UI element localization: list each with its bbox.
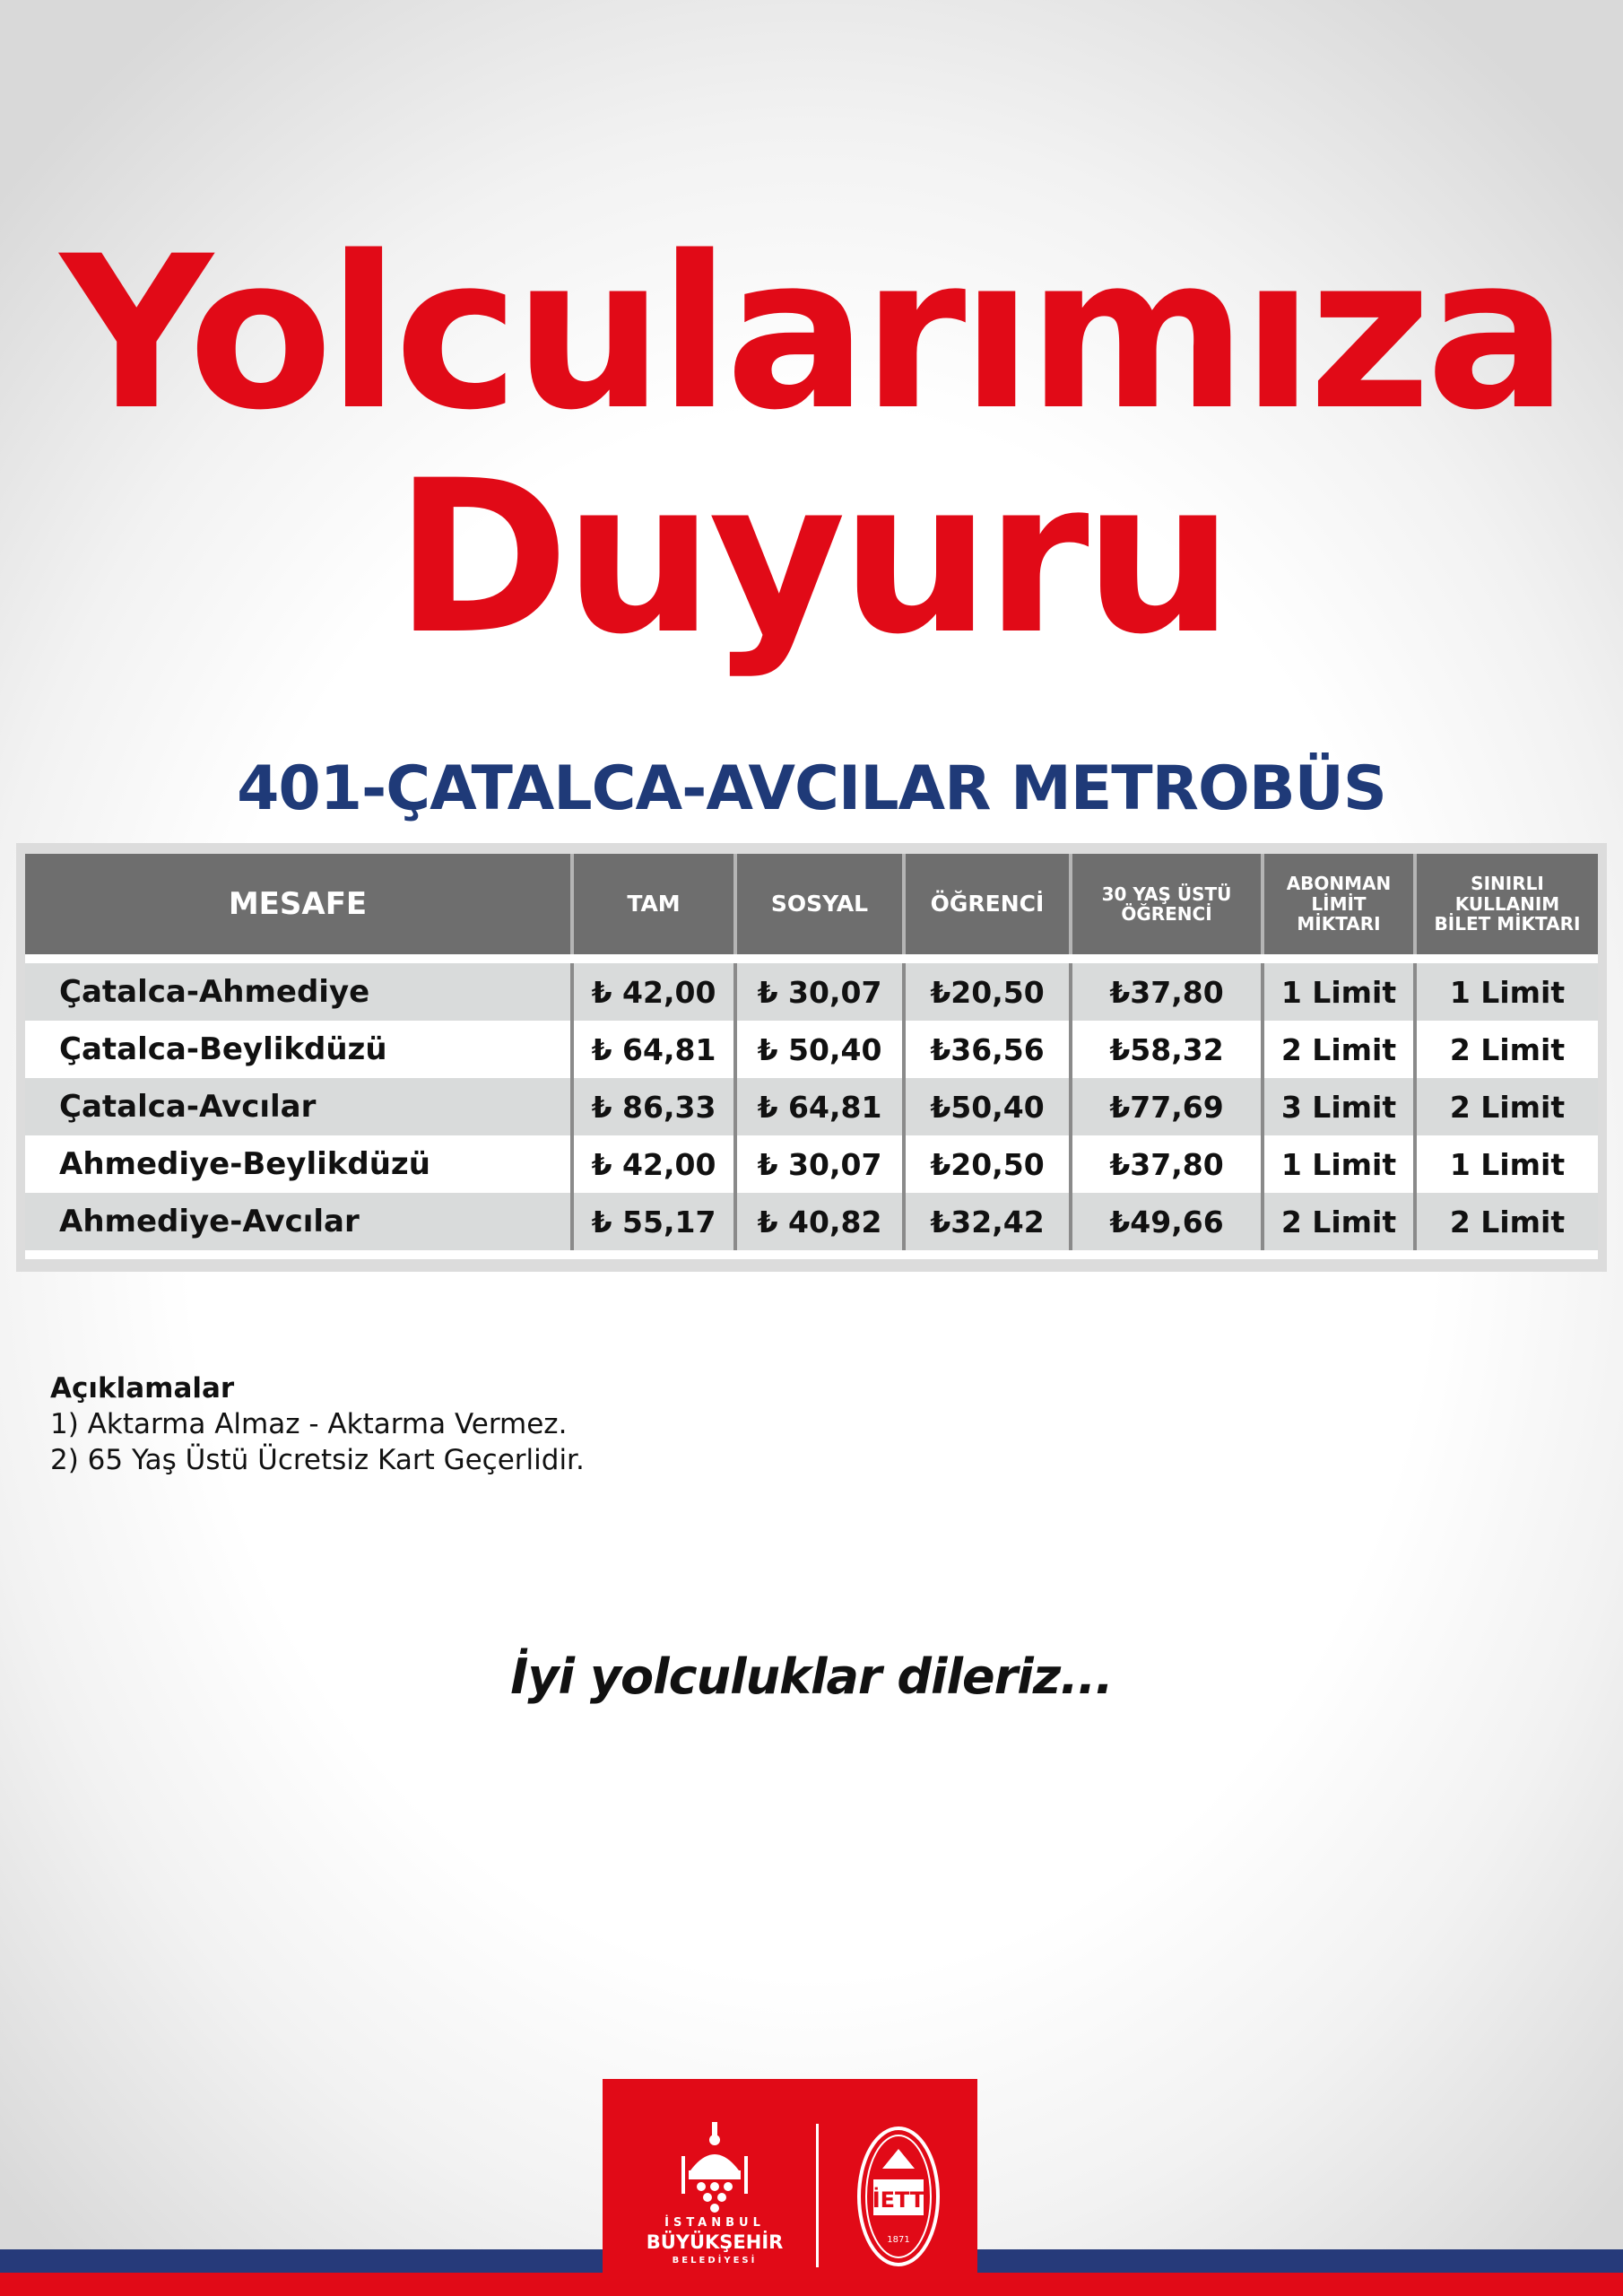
cell-tam: ₺ 42,00 [574, 1135, 737, 1193]
table-row [25, 963, 1598, 1021]
iett-logo [855, 2124, 942, 2269]
cell-abonman-limit: 1 Limit [1264, 963, 1417, 1021]
cell-mesafe: Ahmediye-Avcılar [25, 1193, 574, 1250]
cell-abonman-limit: 2 Limit [1264, 1193, 1417, 1250]
fare-table-frame [16, 843, 1607, 1272]
cell-abonman-limit: 2 Limit [1264, 1021, 1417, 1078]
header-abonman-limit: ABONMAN LİMİT MİKTARI [1264, 854, 1417, 954]
ibb-logo [629, 2120, 800, 2282]
logo-divider [816, 2124, 819, 2267]
table-bottom-margin [25, 1250, 1598, 1259]
cell-mesafe: Çatalca-Avcılar [25, 1078, 574, 1135]
cell-30-yas-ustu: ₺37,80 [1072, 963, 1264, 1021]
cell-mesafe: Ahmediye-Beylikdüzü [25, 1135, 574, 1193]
table-row [25, 1193, 1598, 1250]
iett-year: 1871 [887, 2235, 910, 2245]
cell-ogrenci: ₺36,56 [906, 1021, 1072, 1078]
header-30-yas-ustu-ogrenci: 30 YAŞ ÜSTÜ ÖĞRENCİ [1072, 854, 1264, 954]
header-tam: TAM [574, 854, 737, 954]
cell-sosyal: ₺ 30,07 [737, 963, 906, 1021]
cell-abonman-limit: 1 Limit [1264, 1135, 1417, 1193]
ibb-text-line-2: BÜYÜKŞEHİR [646, 2231, 784, 2253]
table-row [25, 1021, 1598, 1078]
title-line-1: Yolcularımıza [60, 212, 1563, 457]
header-mesafe: MESAFE [25, 854, 574, 954]
header-sinirli-kullanim: SINIRLI KULLANIM BİLET MİKTARI [1434, 873, 1581, 935]
cell-30-yas-ustu: ₺77,69 [1072, 1078, 1264, 1135]
header-ogrenci: ÖĞRENCİ [906, 854, 1072, 954]
cell-sinirli-kullanim: 1 Limit [1449, 974, 1566, 1010]
fare-table [25, 854, 1598, 1259]
cell-sosyal: ₺ 50,40 [737, 1021, 906, 1078]
footer-logo-block [603, 2079, 977, 2296]
cell-tam: ₺ 55,17 [574, 1193, 737, 1250]
route-title: 401-ÇATALCA-AVCILAR METROBÜS [237, 753, 1386, 824]
cell-30-yas-ustu: ₺37,80 [1072, 1135, 1264, 1193]
table-row [25, 1078, 1598, 1135]
iett-emblem-icon [855, 2124, 942, 2269]
table-body [25, 963, 1598, 1250]
cell-ogrenci: ₺50,40 [906, 1078, 1072, 1135]
cell-ogrenci: ₺20,50 [906, 963, 1072, 1021]
cell-tam: ₺ 42,00 [574, 963, 737, 1021]
notes-section [50, 1370, 585, 1478]
ibb-text-line-1: İSTANBUL [664, 2216, 765, 2230]
cell-sosyal: ₺ 40,82 [737, 1193, 906, 1250]
cell-30-yas-ustu: ₺49,66 [1072, 1193, 1264, 1250]
cell-tam: ₺ 64,81 [574, 1021, 737, 1078]
ibb-text-line-3: BELEDİYESİ [672, 2256, 758, 2266]
farewell-message: İyi yolculuklar dileriz... [510, 1648, 1113, 1705]
cell-30-yas-ustu: ₺58,32 [1072, 1021, 1264, 1078]
table-row [25, 1135, 1598, 1193]
table-header [25, 854, 1598, 954]
ibb-emblem-icon [629, 2120, 800, 2213]
cell-sinirli-kullanim: 2 Limit [1449, 1204, 1566, 1239]
title-line-2: Duyuru [394, 436, 1229, 681]
iett-text: İETT [872, 2187, 925, 2213]
cell-sinirli-kullanim: 2 Limit [1449, 1089, 1566, 1125]
cell-ogrenci: ₺32,42 [906, 1193, 1072, 1250]
notes-heading: Açıklamalar [50, 1372, 235, 1405]
cell-mesafe: Çatalca-Ahmediye [25, 963, 574, 1021]
header-sosyal: SOSYAL [737, 854, 906, 954]
cell-tam: ₺ 86,33 [574, 1078, 737, 1135]
cell-sosyal: ₺ 30,07 [737, 1135, 906, 1193]
note-item: 1) Aktarma Almaz - Aktarma Vermez. [50, 1408, 568, 1440]
cell-sinirli-kullanim: 2 Limit [1449, 1031, 1566, 1067]
cell-ogrenci: ₺20,50 [906, 1135, 1072, 1193]
cell-mesafe: Çatalca-Beylikdüzü [25, 1021, 574, 1078]
cell-sosyal: ₺ 64,81 [737, 1078, 906, 1135]
cell-sinirli-kullanim: 1 Limit [1449, 1146, 1566, 1182]
cell-abonman-limit: 3 Limit [1264, 1078, 1417, 1135]
note-item: 2) 65 Yaş Üstü Ücretsiz Kart Geçerlidir. [50, 1444, 585, 1476]
